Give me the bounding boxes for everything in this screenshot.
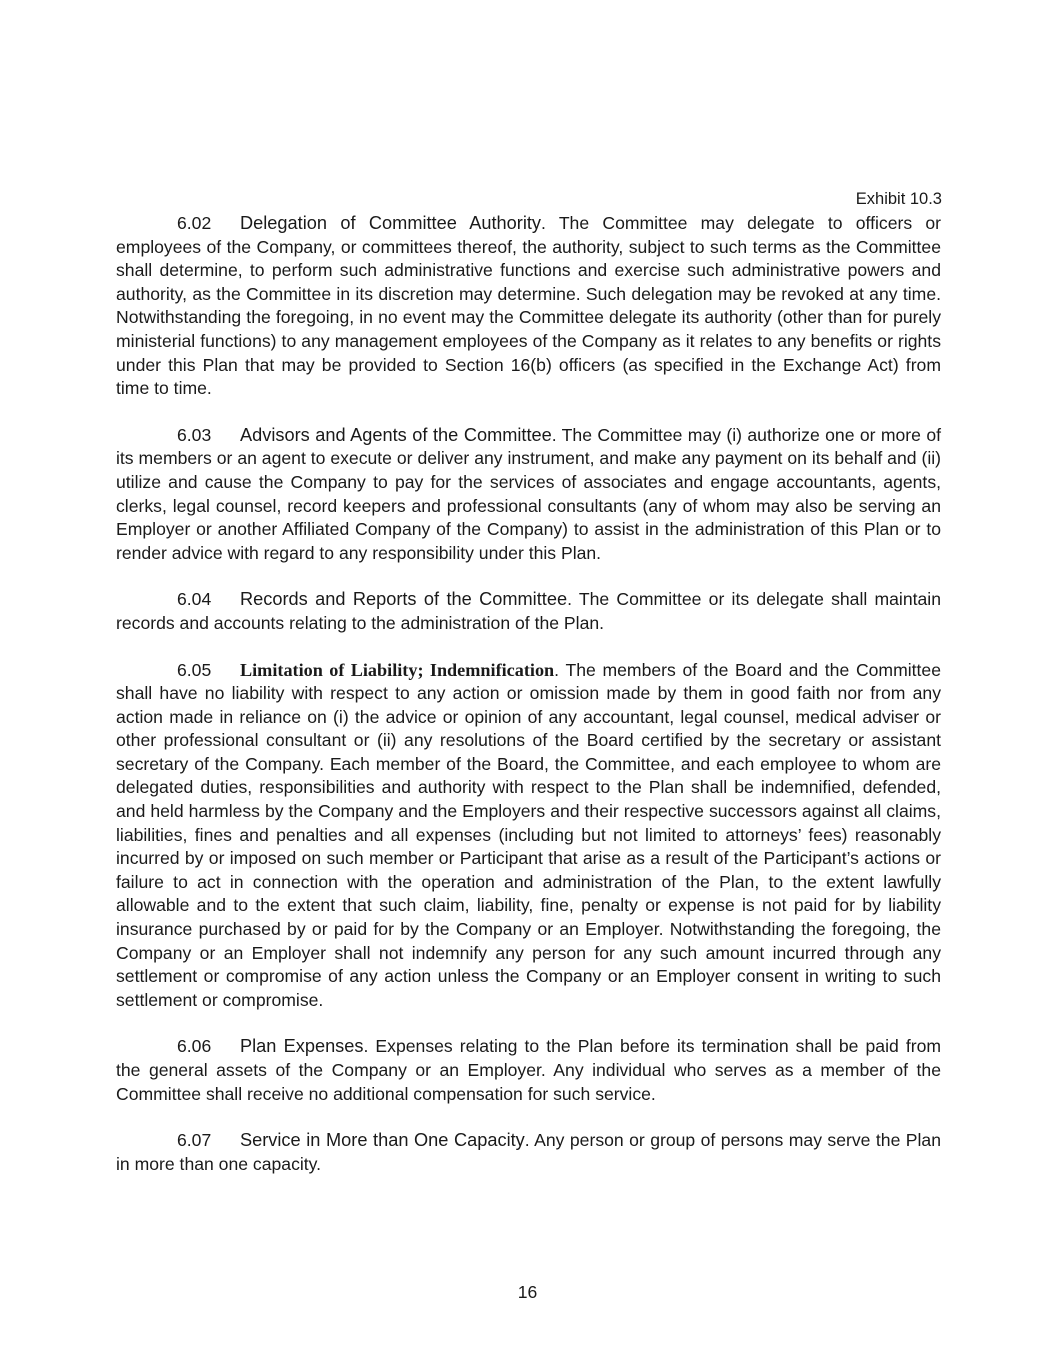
section-text: . The Committee may (i) authorize one or more of its members or an agent to execute or deliver any instrument, and make any payment on its behalf and (ii) utilize and cause the Company to pay for the services of associates and engage accountants, agents, clerks, legal counsel, record keepers and professional consultants (any of whom may also be serving an Employer or another Affiliated Company of the Company) to assist in the administration of this Plan or to render advice with regard to any responsibility under this Plan. [116,424,941,563]
section-number: 6.03 [177,424,212,445]
section-text: . The Committee may delegate to officers or employees of the Company, or committees thereof, the authority, subject to such terms as the Committee shall determine, to perform such administrative functions and exercise such administrative powers and authority, as the Committee in its discretion may determine. Such delegation may be revoked at any time. Notwithstanding the foregoing, in no event may the Committee delegate its authority (other than for purely ministerial functions) to any management employees of the Company as it relates to any benefits or rights under this Plan that may be provided to Section 16(b) officers (as specified in the Exchange Act) from time to time. [116,213,942,399]
section-number: 6.05 [177,659,212,680]
section-text: . Expenses relating to the Plan before its termination shall be paid from the general assets of the Company or an Employer. Any individual who serves as a member of the Committee shall receive no additional compensation for such service. [116,1036,942,1104]
exhibit-label: Exhibit 10.3 [855,190,942,208]
section-6-05 [116,659,941,1013]
section-6-07 [116,1129,941,1176]
section-heading: Records and Reports of the Committee [240,589,568,610]
section-heading: Delegation of Committee Authority [240,213,542,233]
page-number: 16 [517,1282,538,1302]
section-6-06 [116,1035,941,1106]
section-6-02 [116,212,941,401]
section-heading: Limitation of Liability; Indemnification [240,659,555,680]
section-6-03 [116,424,941,566]
section-text: . The members of the Board and the Committee shall have no liability with respect to any action or omission made by them in good faith nor from any action made in reliance on (i) the advice or opinion of any accountant, legal counsel, medical adviser or other professional consultant or (ii) any resolutions of the Board certified by the secretary or assistant secretary of the Company. Each member of the Board, the Committee, and each employee to whom are delegated duties, responsibilities and authority with respect to the Plan shall be indemnified, defended, and held harmless by the Company and the Employers and their respective successors against all claims, liabilities, fines and penalties and all expenses (including but not limited to attorneys’ fees) reasonably incurred by or imposed on such member or Participant that arise as a result of the Participant’s actions or failure to act in connection with the operation and administration of the Plan, to the extent lawfully allowable and to the extent that such claim, liability, fine, penalty or expense is not paid for by liability insurance purchased by or paid for by the Company or an Employer. Notwithstanding the foregoing, the Company or an Employer shall not indemnify any person for any such amount incurred through any settlement or compromise of any action unless the Company or an Employer consent in writing to such settlement or compromise. [116,659,942,1010]
section-6-04 [116,588,941,635]
section-text: . Any person or group of persons may serve the Plan in more than one capacity. [116,1130,941,1174]
document-body [116,212,941,1199]
section-heading: Plan Expenses [240,1036,364,1057]
section-number: 6.04 [177,589,212,610]
section-number: 6.07 [177,1130,212,1151]
section-heading: Advisors and Agents of the Committee [240,424,552,445]
section-heading: Service in More than One Capacity [240,1130,525,1151]
section-number: 6.02 [177,213,212,233]
section-text: . The Committee or its delegate shall maintain records and accounts relating to the administration of the Plan. [116,589,941,633]
section-number: 6.06 [177,1036,212,1057]
